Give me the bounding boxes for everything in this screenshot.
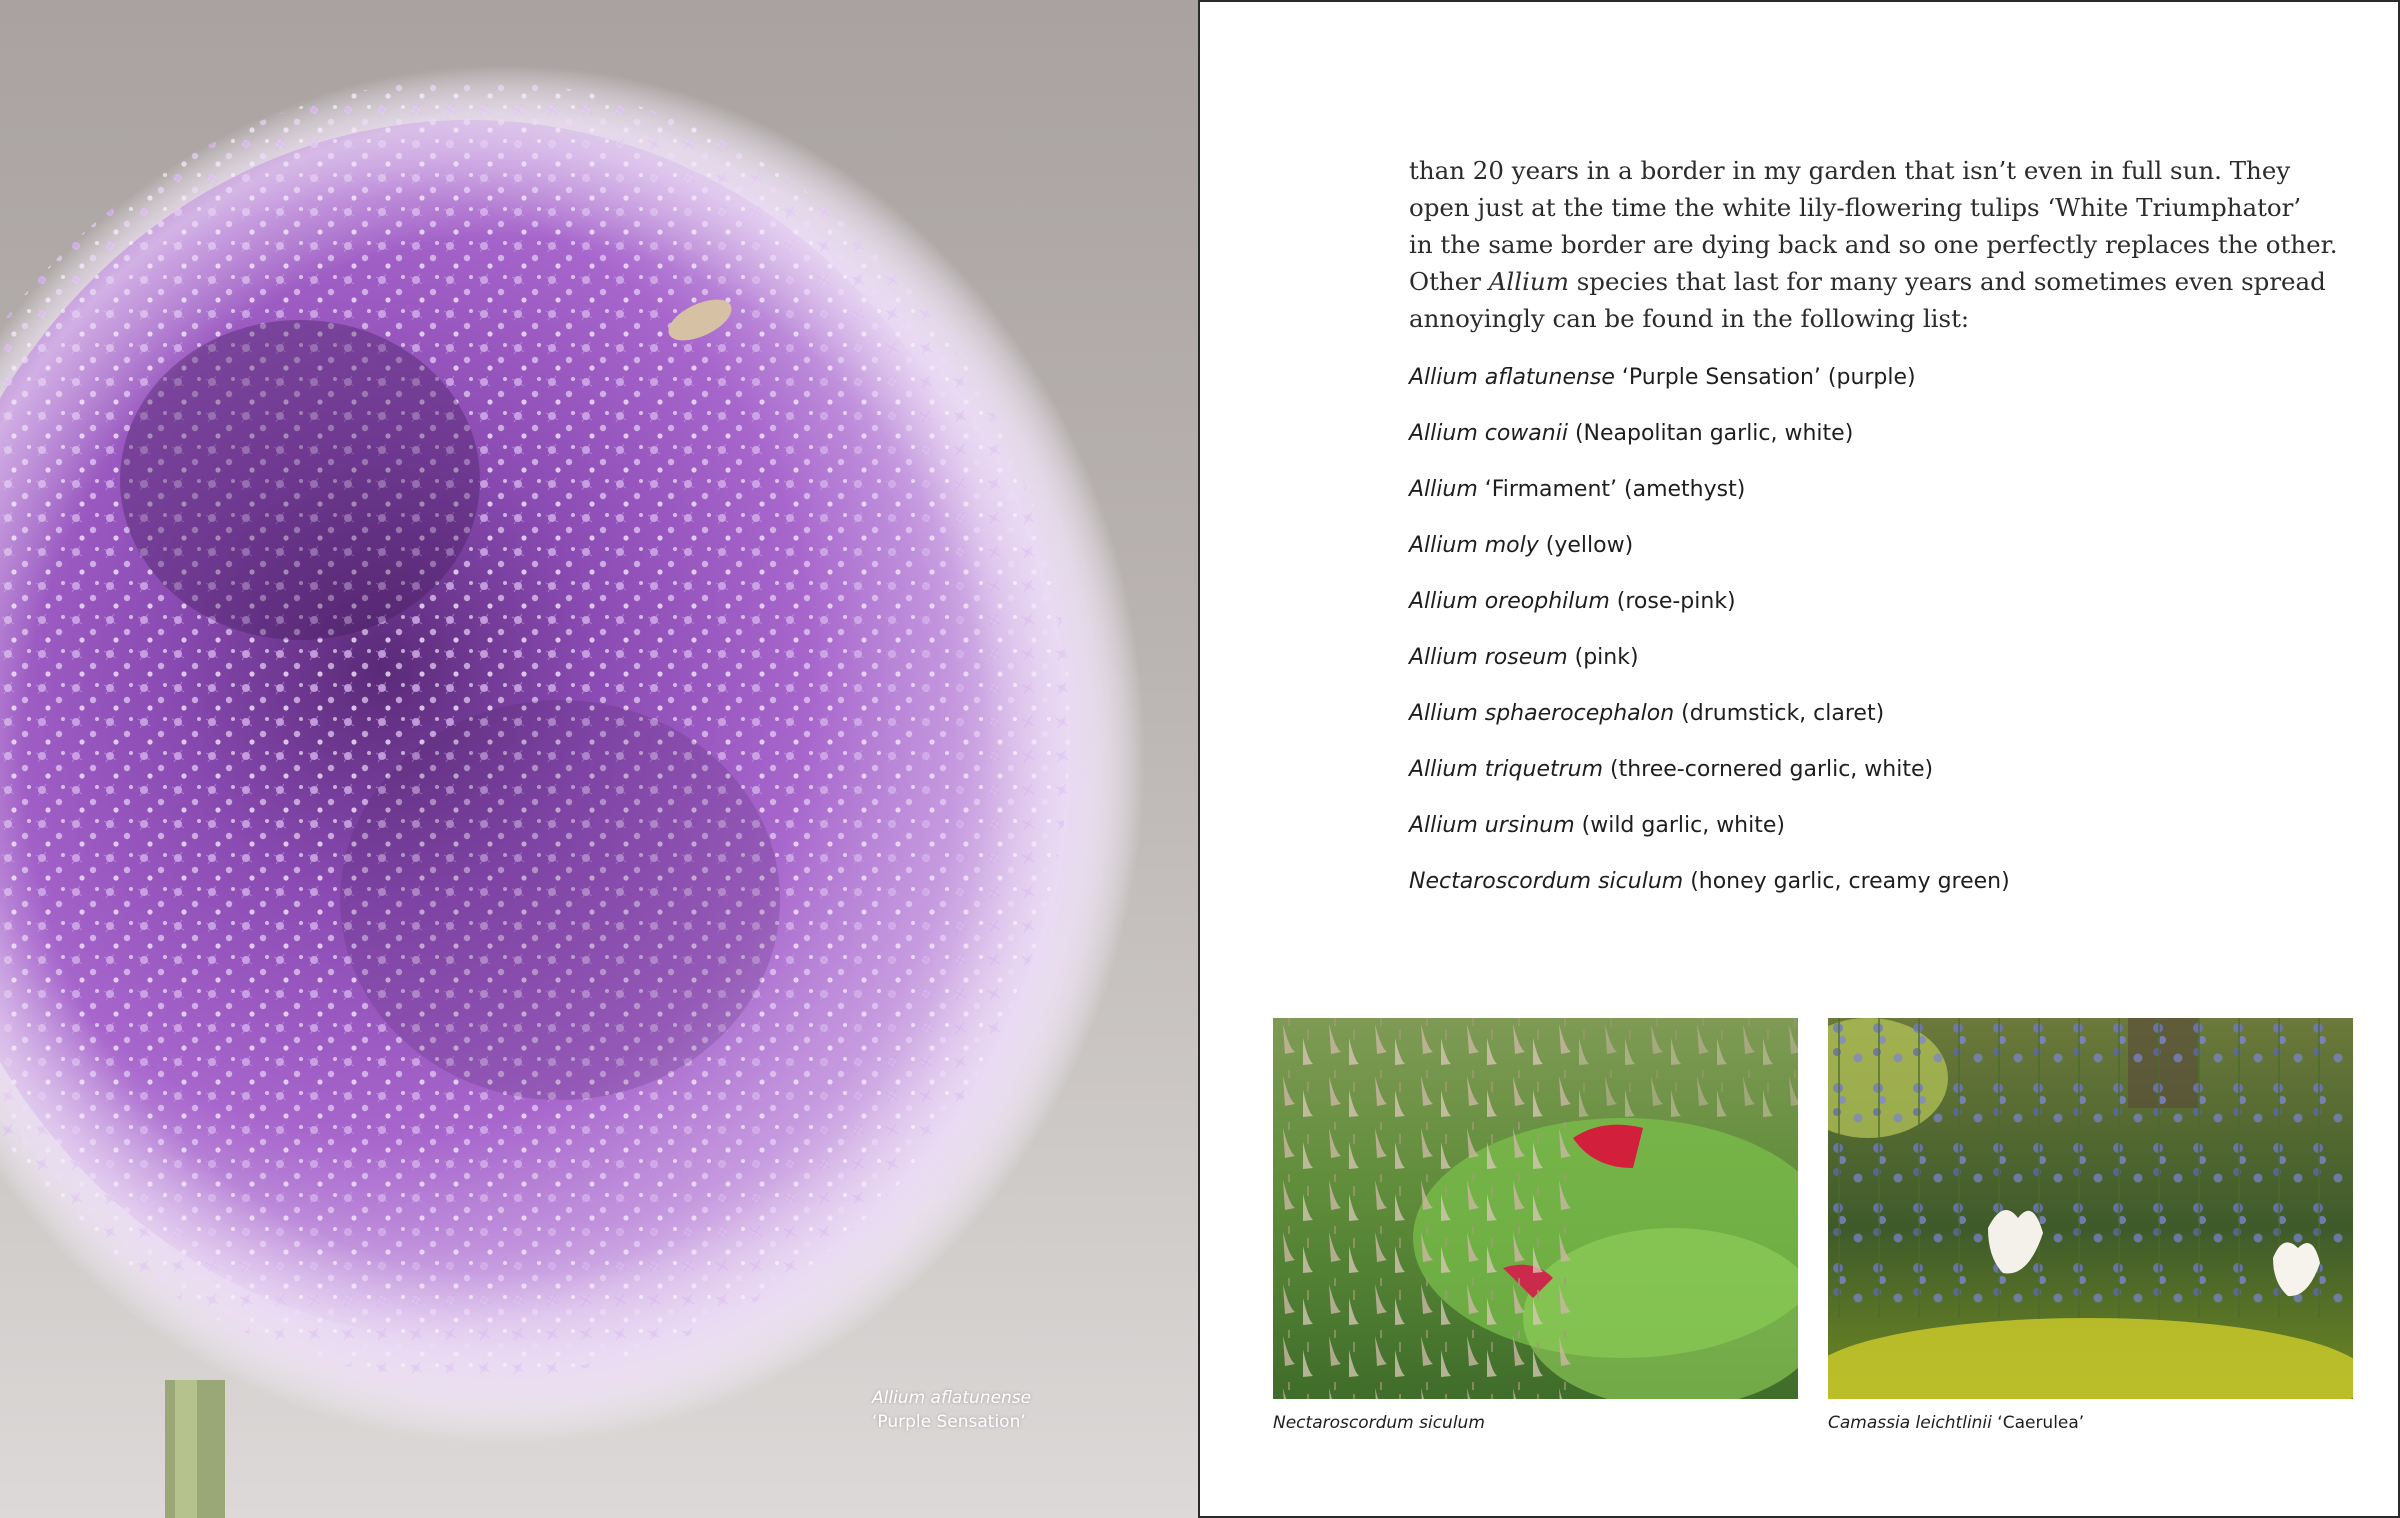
latin-name: Allium triquetrum xyxy=(1409,757,1604,782)
caption-latin: Camassia leichtlinii xyxy=(1828,1413,1992,1433)
paragraph-line xyxy=(1409,263,2326,300)
latin-name: Allium ursinum xyxy=(1409,813,1575,838)
species-detail: (yellow) xyxy=(1538,533,1634,558)
latin-name: Allium roseum xyxy=(1409,645,1568,670)
species-list xyxy=(1409,360,2010,920)
list-item xyxy=(1409,752,2010,808)
nectaroscordum-caption xyxy=(1273,1413,1485,1433)
right-page xyxy=(1200,0,2400,1518)
list-item xyxy=(1409,528,2010,584)
camassia-caption xyxy=(1828,1413,2084,1433)
body-paragraph xyxy=(1409,152,2338,337)
paragraph-line: in the same border are dying back and so one perfectly replaces the other. xyxy=(1409,230,2338,259)
latin-name: Allium aflatunense xyxy=(1409,365,1615,390)
left-page xyxy=(0,0,1198,1518)
caption-species: Allium aflatunense xyxy=(872,1388,1032,1408)
paragraph-line: open just at the time the white lily-flowering tulips ‘White Triumphator’ xyxy=(1409,193,2302,222)
allium-flower-photo xyxy=(0,0,1198,1518)
species-detail: (pink) xyxy=(1567,645,1639,670)
list-item xyxy=(1409,808,2010,864)
left-photo-caption xyxy=(872,1386,1031,1434)
paragraph-text: Other xyxy=(1409,267,1489,296)
paragraph-italic: Allium xyxy=(1488,267,1569,296)
species-detail: (three-cornered garlic, white) xyxy=(1603,757,1934,782)
paragraph-line: annoyingly can be found in the following list: xyxy=(1409,304,1970,333)
species-detail: (wild garlic, white) xyxy=(1574,813,1785,838)
latin-name: Allium sphaerocephalon xyxy=(1409,701,1675,726)
latin-name: Allium moly xyxy=(1409,533,1539,558)
list-item xyxy=(1409,864,2010,920)
species-detail: (drumstick, claret) xyxy=(1674,701,1885,726)
paragraph-text: species that last for many years and sometimes even spread xyxy=(1568,267,2326,296)
species-detail: ‘Purple Sensation’ (purple) xyxy=(1614,365,1916,390)
caption-cultivar: ‘Purple Sensation’ xyxy=(872,1412,1026,1432)
caption-rest: ‘Caerulea’ xyxy=(1991,1413,2085,1433)
paragraph-line: than 20 years in a border in my garden that isn’t even in full sun. They xyxy=(1409,156,2291,185)
list-item xyxy=(1409,696,2010,752)
list-item xyxy=(1409,584,2010,640)
list-item xyxy=(1409,360,2010,416)
camassia-photo xyxy=(1828,1018,2353,1399)
latin-name: Nectaroscordum siculum xyxy=(1409,869,1684,894)
species-detail: (rose-pink) xyxy=(1609,589,1736,614)
latin-name: Allium xyxy=(1409,477,1478,502)
nectaroscordum-photo xyxy=(1273,1018,1798,1399)
list-item xyxy=(1409,472,2010,528)
species-detail: (Neapolitan garlic, white) xyxy=(1567,421,1854,446)
latin-name: Allium cowanii xyxy=(1409,421,1568,446)
latin-name: Allium oreophilum xyxy=(1409,589,1610,614)
list-item xyxy=(1409,416,2010,472)
species-detail: ‘Firmament’ (amethyst) xyxy=(1477,477,1746,502)
species-detail: (honey garlic, creamy green) xyxy=(1683,869,2010,894)
caption-latin: Nectaroscordum siculum xyxy=(1273,1413,1485,1433)
list-item xyxy=(1409,640,2010,696)
